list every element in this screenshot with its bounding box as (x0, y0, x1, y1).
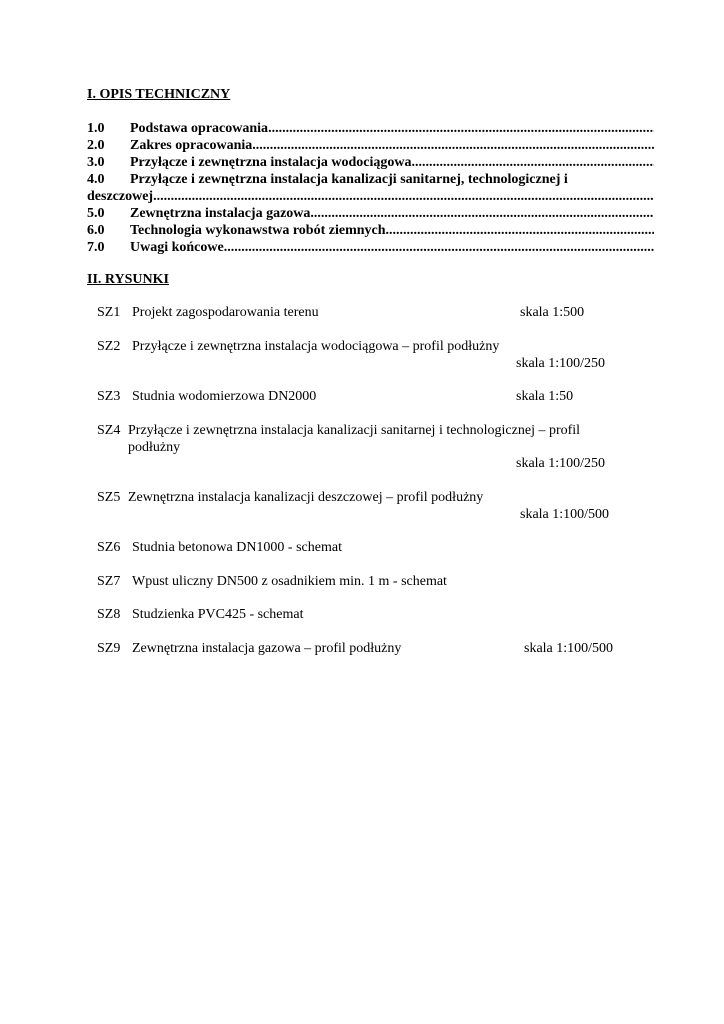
toc-item-title: Przyłącze i zewnętrzna instalacja wodociągowa (130, 155, 412, 170)
toc-item-number: 6.0 (87, 223, 105, 238)
toc-leader-dots (386, 223, 654, 239)
drawing-title: Zewnętrzna instalacja kanalizacji deszczowej – profil podłużny (128, 490, 484, 505)
drawing-scale: skala 1:100/250 (516, 456, 606, 471)
toc-item-number: 7.0 (87, 240, 105, 255)
drawing-title-continuation: podłużny (128, 440, 181, 455)
toc-item (87, 223, 654, 240)
toc-item-number: 5.0 (87, 206, 105, 221)
toc-leader-dots (310, 206, 654, 222)
toc-item (87, 155, 654, 172)
drawing-scale: skala 1:100/500 (520, 507, 610, 522)
drawing-title: Zewnętrzna instalacja gazowa – profil podłużny (132, 641, 402, 656)
section-heading-rysunki: II. RYSUNKI (87, 272, 169, 287)
toc-item-title: Zakres opracowania (130, 138, 253, 153)
drawing-title: Studzienka PVC425 - schemat (132, 607, 304, 622)
drawing-title: Przyłącze i zewnętrzna instalacja wodociągowa – profil podłużny (132, 339, 500, 354)
toc-leader-dots (252, 138, 654, 154)
toc-item (87, 172, 568, 188)
toc-leader-dots (268, 121, 654, 137)
toc-item-continuation (87, 189, 654, 206)
drawing-code: SZ7 (97, 574, 121, 589)
drawing-code: SZ3 (97, 389, 121, 404)
toc-item-title: Przyłącze i zewnętrzna instalacja kanalizacji sanitarnej, technologicznej i (130, 172, 568, 187)
drawing-code: SZ6 (97, 540, 121, 555)
drawing-title: Projekt zagospodarowania terenu (132, 305, 319, 320)
toc-item-title: Technologia wykonawstwa robót ziemnych (130, 223, 386, 238)
toc-item (87, 240, 654, 257)
toc-item-number: 2.0 (87, 138, 105, 153)
toc-item-number: 1.0 (87, 121, 105, 136)
toc-leader-dots (224, 240, 654, 256)
toc-item-title: Zewnętrzna instalacja gazowa (130, 206, 311, 221)
toc-item-title: Podstawa opracowania (130, 121, 269, 136)
drawing-title: Przyłącze i zewnętrzna instalacja kanalizacji sanitarnej i technologicznej – profil (128, 423, 581, 438)
toc-item-number: 3.0 (87, 155, 105, 170)
drawing-code: SZ8 (97, 607, 121, 622)
drawing-title: Wpust uliczny DN500 z osadnikiem min. 1 m - schemat (132, 574, 447, 589)
drawing-scale: skala 1:500 (520, 305, 585, 320)
drawing-code: SZ2 (97, 339, 121, 354)
toc-item (87, 121, 654, 138)
drawing-title: Studnia betonowa DN1000 - schemat (132, 540, 342, 555)
drawing-title: Studnia wodomierzowa DN2000 (132, 389, 317, 404)
drawing-code: SZ4 (97, 423, 121, 438)
drawing-code: SZ9 (97, 641, 121, 656)
drawing-code: SZ5 (97, 490, 121, 505)
drawing-scale: skala 1:50 (516, 389, 574, 404)
toc-item-title-continuation: deszczowej (87, 189, 154, 204)
section-heading-opis-techniczny: I. OPIS TECHNICZNY (87, 87, 231, 102)
drawing-code: SZ1 (97, 305, 121, 320)
toc-item (87, 206, 654, 223)
toc-item (87, 138, 654, 155)
toc-item-number: 4.0 (87, 172, 105, 187)
toc-leader-dots (153, 189, 654, 205)
drawing-scale: skala 1:100/500 (524, 641, 614, 656)
drawing-scale: skala 1:100/250 (516, 356, 606, 371)
toc-leader-dots (411, 155, 654, 171)
toc-item-title: Uwagi końcowe (130, 240, 224, 255)
